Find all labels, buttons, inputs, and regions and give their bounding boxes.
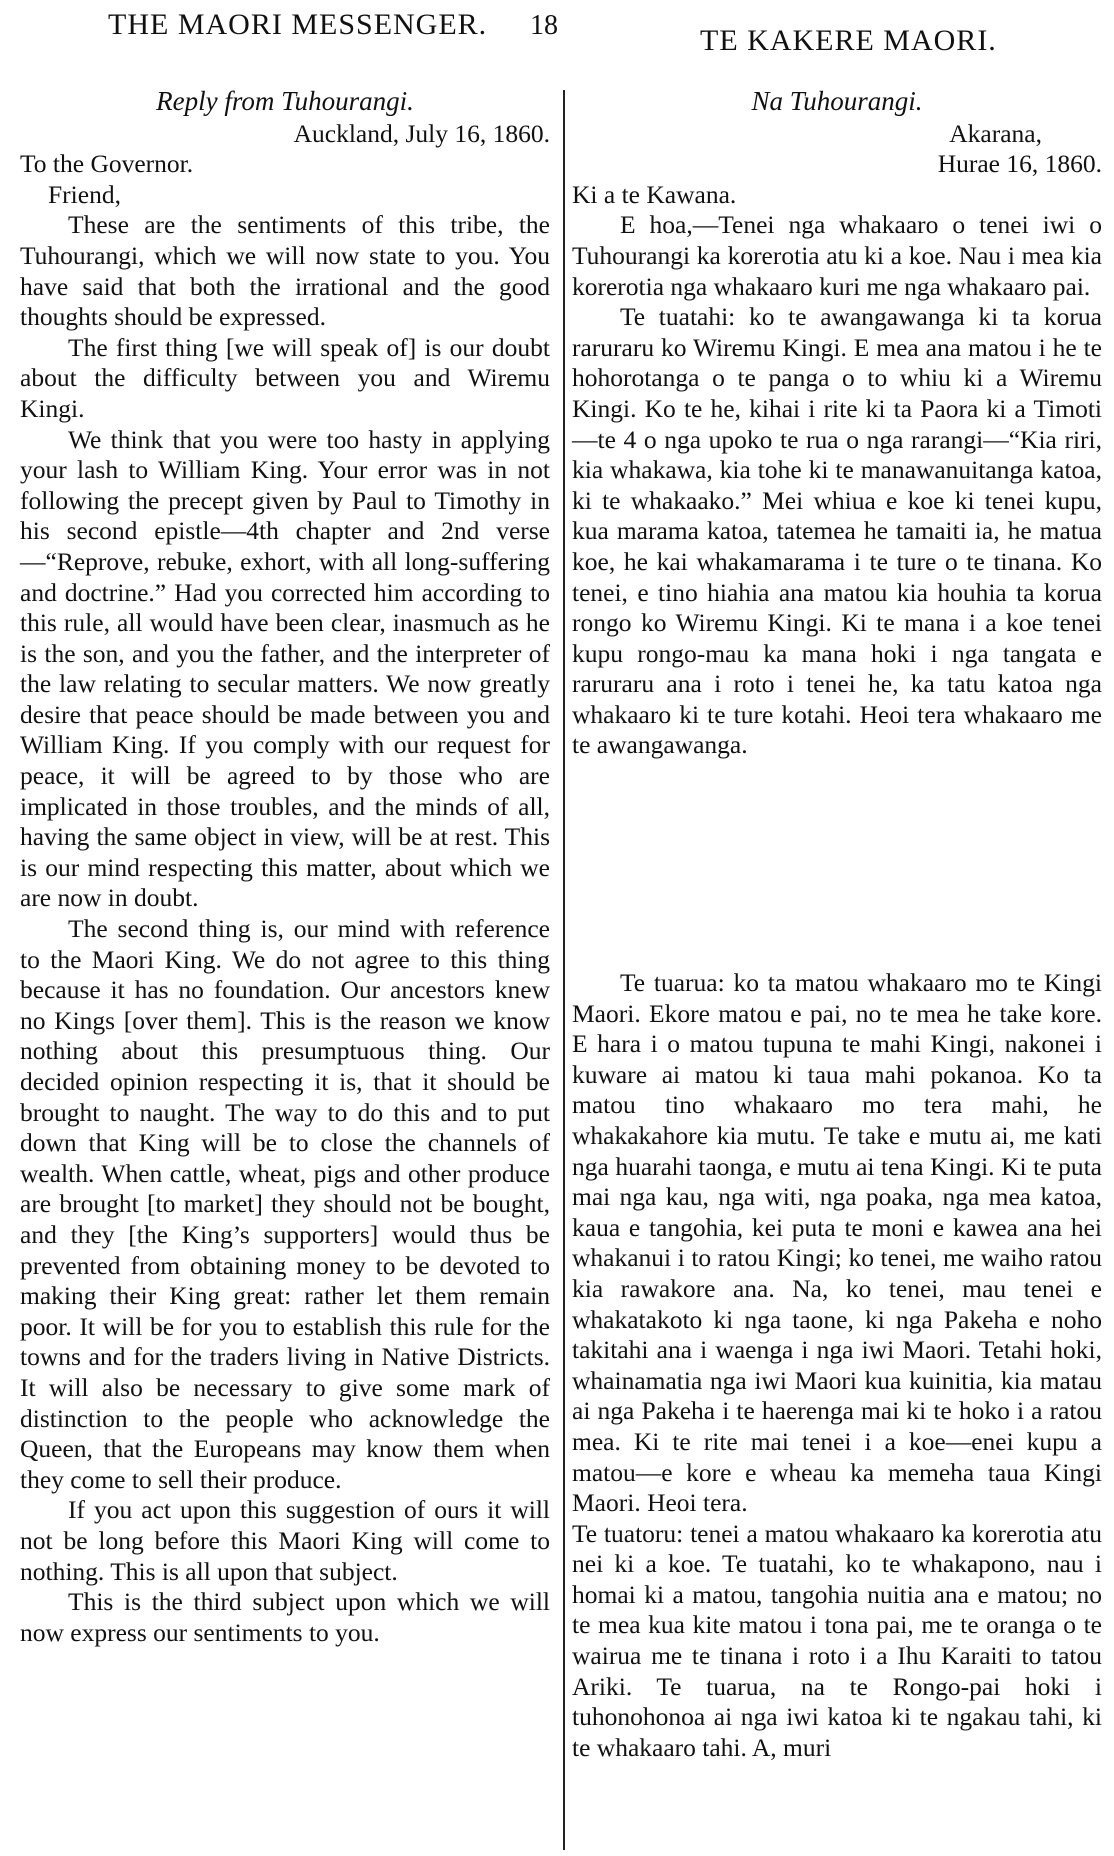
english-paragraph: If you act upon this suggestion of ours it will not be long before this Maori King will come to nothing. This is all upon that subject. [20,1495,550,1586]
masthead [0,0,1114,80]
maori-paragraph: Te tuatoru: tenei a matou whakaaro ka korerotia atu nei ki a koe. Te tuatahi, ko te whakapono, nau i homai ki a matou, tangohia nuitia ana e matou; no te mea kua kite matou i tona pai, me te oranga o te wairua me te tinana i roto i a Ihu Karaiti to tatou Ariki. Te tuarua, na te Rongo-pai hoki i tuhonohonoa ai nga iwi katoa ki te ngakau tahi, ki te whakaaro tahi. A, muri [572,1518,1102,1762]
english-salutation: Friend, [48,179,121,209]
english-dateline: Auckland, July 16, 1860. [293,118,550,148]
maori-column [572,86,1102,761]
english-paragraph: These are the sentiments of this tribe, the Tuhourangi, which we will now state to you. You have said that both the irrational and the good thoughts should be expressed. [20,210,550,332]
maori-dateline-place: Akarana, [949,118,1042,148]
english-column [20,86,550,1648]
maori-paragraph: Te tuarua: ko ta matou whakaaro mo te Kingi Maori. Ekore matou e pai, no te mea he take kore. E hara i o matou tupuna te mahi Kingi, nakonei i kuware ai matou ki taua mahi pokanoa. Ko ta matou tino whakaaro mo tera mahi, he whakakahore kia mutu. Te take e mutu ai, me kati nga huarahi taonga, e mutu ai tena Kingi. Ki te puta mai nga kau, nga witi, nga poaka, nga mea katoa, kaua e tangohia, kei puta te moni e kawea ana hei whakanui i to ratou Kingi; ko tenei, me waiho ratou kia rawakore ana. Na, ko tenei, mau tenei e whakatakoto ki nga taone, ki nga Pakeha e noho takitahi ana i waenga i nga iwi Maori. Tetahi hoki, whainamatia nga iwi Maori kua kuinitia, kia matau ai nga Pakeha i te haerenga mai ki te hoko i a ratou mea. Ki te rite mai tenei i a koe—enei kupu a matou—e kore e wheau ka memeha taua Kingi Maori. Heoi tera. [572,968,1102,1518]
english-paragraph: The second thing is, our mind with reference to the Maori King. We do not agree to this thing because it has no foundation. Our ancestors knew no Kings [over them]. This is the reason we know nothing about this presumptuous thing. Our decided opinion respecting it is, that it should be brought to naught. The way to do this and to put down that King will be to close the channels of wealth. When cattle, wheat, pigs and other produce are brought [to market] they should not be bought, and they [the King’s supporters] would thus be prevented from obtaining money to be devoted to making their King great: rather let them remain poor. It will be for you to establish this rule for the towns and for the traders living in Native Districts. It will also be necessary to give some mark of distinction to the people who acknowledge the Queen, that the Europeans may know them when they come to sell their produce. [20,914,550,1494]
english-paragraph: This is the third subject upon which we will now express our sentiments to you. [20,1587,550,1647]
english-paragraph: The first thing [we will speak of] is our doubt about the difficulty between you and Wiremu Kingi. [20,332,550,423]
maori-paragraph: E hoa,—Tenei nga whakaaro o tenei iwi o Tuhourangi ka korerotia atu ki a koe. Nau i mea kia korerotia nga whakaaro kuri me nga whakaaro pai. [572,210,1102,301]
english-paragraph: We think that you were too hasty in applying your lash to William King. Your error was in not following the precept given by Paul to Timothy in his second epistle—4th chapter and 2nd verse—“Reprove, rebuke, exhort, with all long-suffering and doctrine.” Had you corrected him according to this rule, all would have been clear, inasmuch as he is the son, and you the father, and the interpreter of the law relating to secular matters. We now greatly desire that peace should be made between you and William King. If you comply with our request for peace, it will be agreed to by those who are implicated in those troubles, and the minds of all, having the same object in view, will be at rest. This is our mind respecting this matter, about which we are now in doubt. [20,424,550,913]
masthead-english-title: THE MAORI MESSENGER. [108,8,488,41]
page-number: 18 [530,10,558,41]
maori-addressee: Ki a te Kawana. [572,179,737,209]
maori-column-lower [572,968,1102,1763]
maori-heading: Na Tuhourangi. [751,86,923,116]
english-heading: Reply from Tuhourangi. [156,86,414,116]
maori-dateline-date: Hurae 16, 1860. [937,149,1102,179]
masthead-maori-title: TE KAKERE MAORI. [700,24,997,57]
maori-paragraph: Te tuatahi: ko te awangawanga ki ta korua raruraru ko Wiremu Kingi. E mea ana matou i he te hohorotanga o te panga o to whiu ki a Wiremu Kingi. Ko te he, kihai i rite ki ta Paora ki a Timoti—te 4 o nga upoko te rua o nga rarangi—“Kia riri, kia whakawa, kia tohe ki te manawanuitanga katoa, ki te whakaako.” Mei whiua e koe ki tenei kupu, kua marama katoa, tatemea he tamaiti ia, he matua koe, he kai whakamarama i te ture o te tinana. Ko tenei, e tino hiahia ana matou kia houhia ta korua rongo ko Wiremu Kingi. Ki te mana i a koe tenei kupu rongo-mau ka mana hoki i nga tangata e raruraru ana i roto i tenei he, ka tatu katoa nga whakaaro ki te ture kotahi. Heoi tera whakaaro me te awangawanga. [572,302,1102,760]
english-addressee: To the Governor. [20,149,194,179]
column-divider [563,90,565,1850]
